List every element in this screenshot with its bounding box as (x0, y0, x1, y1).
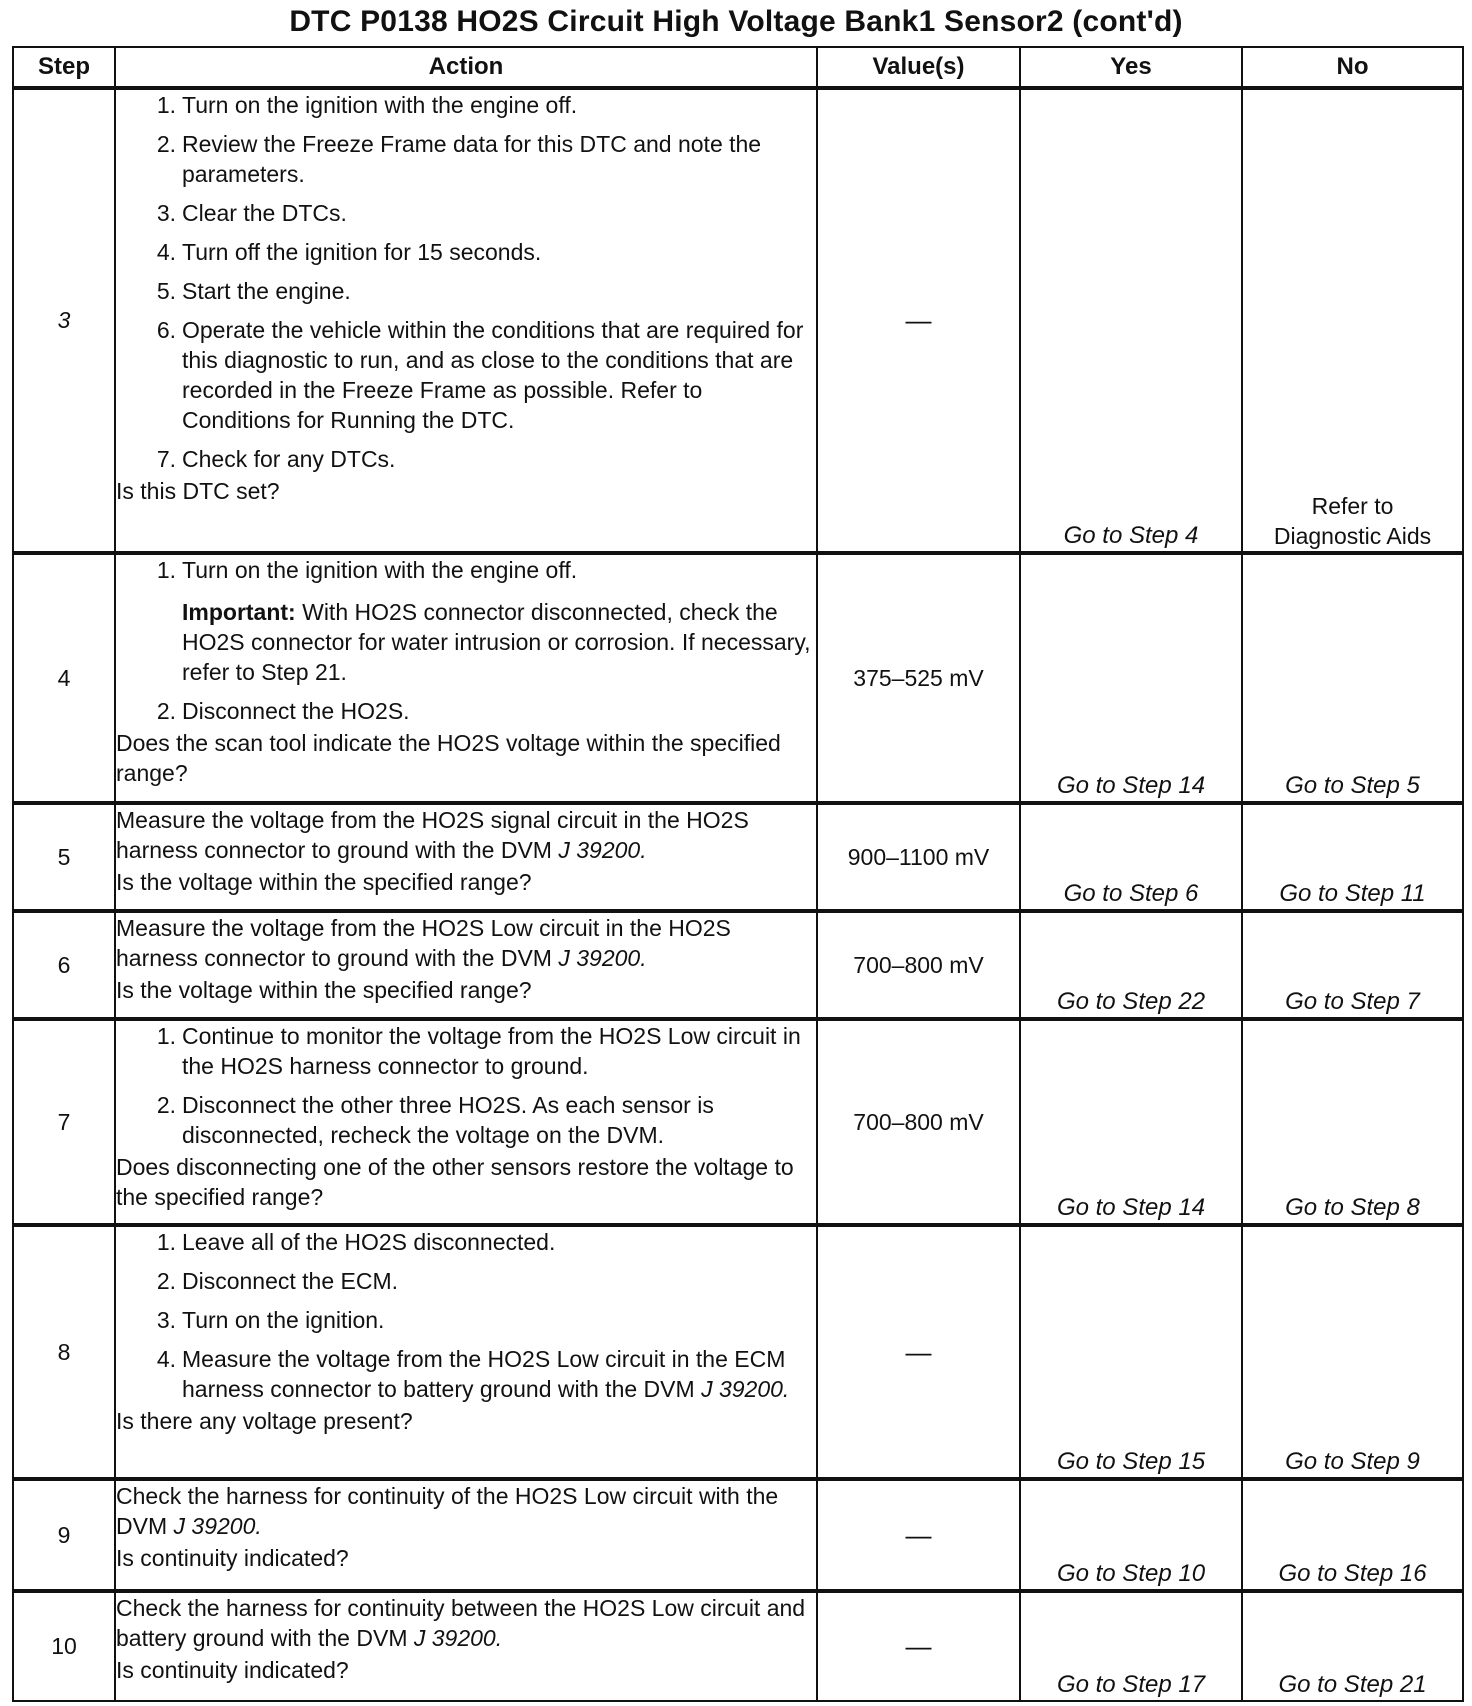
step-number: 8 (13, 1225, 115, 1479)
list-item: 2. Disconnect the other three HO2S. As each sensor is disconnected, recheck the voltage on the DVM. (156, 1092, 714, 1148)
table-row (13, 803, 1463, 911)
no-link: Go to Step 5 (1285, 772, 1420, 799)
tool-reference: J 39200. (173, 1513, 262, 1539)
yes-cell (1020, 1591, 1242, 1701)
list-item: 2. Disconnect the HO2S. (156, 698, 410, 724)
action-cell (115, 1019, 817, 1225)
list-item: 1. Turn on the ignition with the engine off. (156, 557, 578, 583)
question-text: Does disconnecting one of the other sensors restore the voltage to the specified range? (116, 1154, 794, 1210)
action-cell: Measure the voltage from the HO2S Low circuit in the HO2S harness connector to ground with the DVM J 39200. Is the voltage within the specified range? (115, 911, 817, 1019)
diagnostic-table (12, 46, 1464, 1702)
yes-cell (1020, 88, 1242, 553)
no-cell (1242, 803, 1463, 911)
value-cell: — (817, 1225, 1020, 1479)
list-item: 3. Turn on the ignition. (156, 1307, 385, 1333)
yes-link: Go to Step 17 (1056, 1671, 1206, 1698)
table-row (13, 1019, 1463, 1225)
table-row (13, 553, 1463, 803)
value-cell: 900–1100 mV (817, 803, 1020, 911)
yes-cell (1020, 803, 1242, 911)
step-number: 5 (13, 803, 115, 911)
no-link: Go to Step 11 (1279, 880, 1426, 907)
value-cell: — (817, 1591, 1020, 1701)
no-link: Go to Step 7 (1285, 988, 1420, 1015)
tool-reference: J 39200. (701, 1376, 790, 1402)
header-action: Action (115, 47, 817, 88)
value-cell: 375–525 mV (817, 553, 1020, 803)
yes-link: Go to Step 14 (1056, 772, 1206, 799)
action-cell: Check the harness for continuity between the HO2S Low circuit and battery ground with the DVM J 39200. Is continuity indicated? (115, 1591, 817, 1701)
yes-link: Go to Step 10 (1056, 1560, 1206, 1587)
yes-link: Go to Step 14 (1056, 1194, 1206, 1221)
step-number: 9 (13, 1479, 115, 1591)
no-link: Go to Step 9 (1285, 1448, 1420, 1475)
header-row (13, 47, 1463, 88)
no-cell (1242, 1225, 1463, 1479)
yes-cell (1020, 1019, 1242, 1225)
step-number: 7 (13, 1019, 115, 1225)
list-item: 5. Start the engine. (156, 278, 351, 304)
step-number: 10 (13, 1591, 115, 1701)
yes-link: Go to Step 22 (1056, 988, 1206, 1015)
no-link: Go to Step 8 (1285, 1194, 1420, 1221)
no-cell (1242, 88, 1463, 553)
list-item: 1. Continue to monitor the voltage from the HO2S Low circuit in the HO2S harness connector to ground. (156, 1023, 801, 1079)
value-cell: — (817, 88, 1020, 553)
question-text: Is this DTC set? (116, 478, 280, 504)
table-row (13, 1225, 1463, 1479)
question-text: Does the scan tool indicate the HO2S voltage within the specified range? (116, 730, 781, 786)
no-cell (1242, 911, 1463, 1019)
question-text: Is continuity indicated? (116, 1657, 349, 1683)
list-item: 7. Check for any DTCs. (156, 446, 396, 472)
value-cell: 700–800 mV (817, 1019, 1020, 1225)
question-text: Is continuity indicated? (116, 1545, 349, 1571)
list-item: 6. Operate the vehicle within the conditions that are required for this diagnostic to run, and as close to the conditions that are recorded in the Freeze Frame as possible. Refer to Conditions for Running the DTC. (156, 317, 804, 433)
no-cell (1242, 553, 1463, 803)
yes-cell (1020, 1225, 1242, 1479)
action-cell: Check the harness for continuity of the HO2S Low circuit with the DVM J 39200. Is continuity indicated? (115, 1479, 817, 1591)
list-item: 2. Disconnect the ECM. (156, 1268, 399, 1294)
yes-cell (1020, 911, 1242, 1019)
tool-reference: J 39200. (558, 837, 647, 863)
list-item: 2. Review the Freeze Frame data for this DTC and note the parameters. (156, 131, 762, 187)
no-cell (1242, 1019, 1463, 1225)
no-link: Go to Step 16 (1278, 1560, 1427, 1587)
no-text-line2: Diagnostic Aids (1273, 523, 1432, 549)
table-row (13, 1591, 1463, 1701)
question-text: Is the voltage within the specified range? (116, 869, 532, 895)
no-cell (1242, 1591, 1463, 1701)
question-text: Is there any voltage present? (116, 1408, 413, 1434)
yes-link: Go to Step 15 (1056, 1448, 1206, 1475)
list-item: 3. Clear the DTCs. (156, 200, 347, 226)
yes-cell (1020, 1479, 1242, 1591)
no-link: Go to Step 21 (1278, 1671, 1427, 1698)
action-cell (115, 88, 817, 553)
action-cell (115, 553, 817, 803)
important-label: Important: (182, 599, 296, 625)
yes-link: Go to Step 6 (1063, 880, 1199, 907)
value-cell: 700–800 mV (817, 911, 1020, 1019)
list-item: 1. Leave all of the HO2S disconnected. (156, 1229, 556, 1255)
list-item: 4. Measure the voltage from the HO2S Low circuit in the ECM harness connector to battery ground with the DVM J 39200. (156, 1346, 790, 1402)
step-number: 3 (13, 88, 115, 553)
table-row (13, 88, 1463, 553)
tool-reference: J 39200. (558, 945, 647, 971)
table-row (13, 1479, 1463, 1591)
value-cell: — (817, 1479, 1020, 1591)
header-values: Value(s) (817, 47, 1020, 88)
question-text: Is the voltage within the specified range? (116, 977, 532, 1003)
no-text-line1: Refer to (1311, 493, 1394, 519)
header-no: No (1242, 47, 1463, 88)
yes-cell (1020, 553, 1242, 803)
table-row (13, 911, 1463, 1019)
list-item: Important: With HO2S connector disconnected, check the HO2S connector for water intrusion or corrosion. If necessary, refer to Step 21. (182, 599, 811, 685)
header-yes: Yes (1020, 47, 1242, 88)
action-cell: Measure the voltage from the HO2S signal circuit in the HO2S harness connector to ground with the DVM J 39200. Is the voltage within the specified range? (115, 803, 817, 911)
step-number: 4 (13, 553, 115, 803)
tool-reference: J 39200. (413, 1625, 503, 1651)
list-item: 4. Turn off the ignition for 15 seconds. (156, 239, 542, 265)
yes-link: Go to Step 4 (1063, 522, 1199, 549)
step-number: 6 (13, 911, 115, 1019)
header-step: Step (13, 47, 115, 88)
list-item: 1. Turn on the ignition with the engine off. (156, 92, 578, 118)
no-cell (1242, 1479, 1463, 1591)
page-title: DTC P0138 HO2S Circuit High Voltage Bank1 Sensor2 (cont'd) (289, 5, 1183, 38)
action-cell (115, 1225, 817, 1479)
